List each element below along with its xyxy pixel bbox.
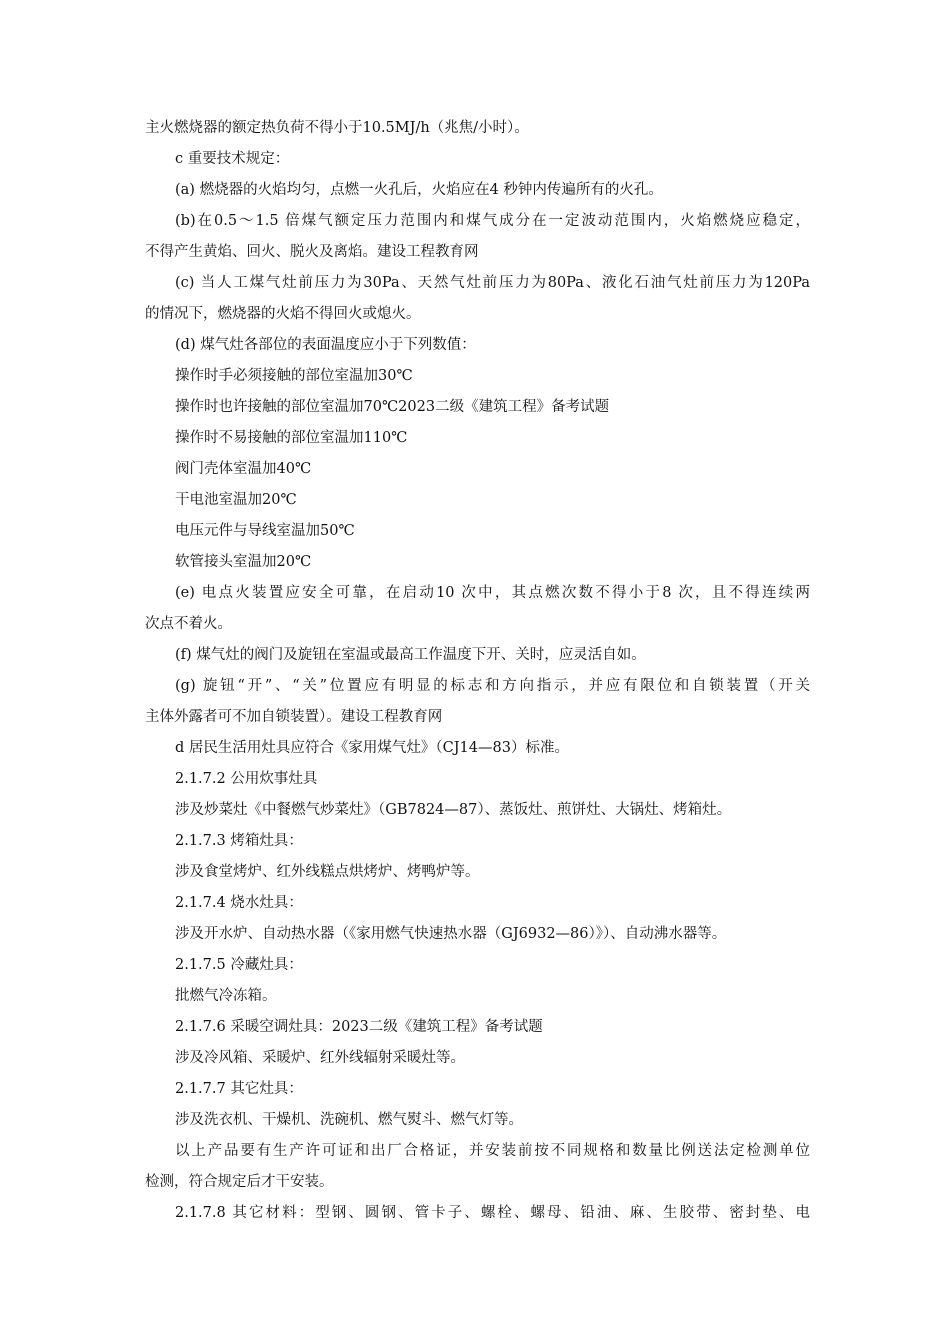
text-line: 操作时手必须接触的部位室温加30℃ — [175, 368, 413, 384]
text-line: (a) 燃烧器的火焰均匀，点燃一火孔后，火焰应在4 秒钟内传遍所有的火孔。 — [175, 182, 663, 198]
text-line: 2.1.7.8 其它材料：型钢、圆钢、管卡子、螺栓、螺母、铅油、麻、生胶带、密封垫、电 — [175, 1205, 810, 1221]
text-line: 的情况下，燃烧器的火焰不得回火或熄火。 — [145, 306, 421, 322]
text-line: 2.1.7.4 烧水灶具： — [175, 895, 303, 911]
text-line: 干电池室温加20℃ — [175, 492, 297, 508]
text-line: 检测，符合规定后才干安装。 — [145, 1174, 334, 1190]
text-line: 涉及冷风箱、采暖炉、红外线辐射采暖灶等。 — [175, 1050, 465, 1066]
text-line: 涉及开水炉、自动热水器（《家用燃气快速热水器（GJ6932—86）》）、自动沸水器等。 — [175, 926, 727, 942]
text-line: 涉及洗衣机、干燥机、洗碗机、燃气熨斗、燃气灯等。 — [175, 1112, 523, 1128]
text-line: 2.1.7.3 烤箱灶具： — [175, 833, 303, 849]
text-line: 批燃气冷冻箱。 — [175, 988, 277, 1004]
text-line: (c) 当人工煤气灶前压力为30Pa、天然气灶前压力为80Pa、液化石油气灶前压力为120Pa — [175, 275, 810, 291]
text-line: 主体外露者可不加自锁装置）。建设工程教育网 — [145, 709, 443, 725]
text-line: 2.1.7.5 冷藏灶具： — [175, 957, 303, 973]
text-line: (e) 电点火装置应安全可靠，在启动10 次中，其点燃次数不得小于8 次，且不得连续两 — [175, 585, 810, 601]
text-line: 不得产生黄焰、回火、脱火及离焰。建设工程教育网 — [145, 244, 479, 260]
text-line: 2.1.7.2 公用炊事灶具 — [175, 771, 318, 787]
text-line: 涉及炒菜灶《中餐燃气炒菜灶》（GB7824—87）、蒸饭灶、煎饼灶、大锅灶、烤箱灶。 — [175, 802, 732, 818]
text-line: 2.1.7.7 其它灶具： — [175, 1081, 303, 1097]
text-line: (f) 煤气灶的阀门及旋钮在室温或最高工作温度下开、关时，应灵活自如。 — [175, 647, 646, 663]
text-line: 软管接头室温加20℃ — [175, 554, 312, 570]
text-line: (d) 煤气灶各部位的表面温度应小于下列数值： — [175, 337, 476, 353]
text-line: 操作时也许接触的部位室温加70℃2023二级《建筑工程》备考试题 — [175, 399, 610, 415]
text-line: 操作时不易接触的部位室温加110℃ — [175, 430, 408, 446]
text-line: (g) 旋钮“开”、“关”位置应有明显的标志和方向指示，并应有限位和自锁装置（开关 — [175, 678, 810, 694]
text-line: 阀门壳体室温加40℃ — [175, 461, 312, 477]
text-line: 主火燃烧器的额定热负荷不得小于10.5MJ/h（兆焦/小时）。 — [145, 120, 529, 136]
text-line: 涉及食堂烤炉、红外线糕点烘烤炉、烤鸭炉等。 — [175, 864, 480, 880]
text-line: (b)在0.5～1.5 倍煤气额定压力范围内和煤气成分在一定波动范围内，火焰燃烧应稳定， — [175, 213, 810, 229]
text-line: 电压元件与导线室温加50℃ — [175, 523, 355, 539]
text-line: 次点不着火。 — [145, 616, 232, 632]
text-line: d 居民生活用灶具应符合《家用煤气灶》（CJ14—83）标准。 — [175, 740, 569, 756]
text-line: 2.1.7.6 采暖空调灶具：2023二级《建筑工程》备考试题 — [175, 1019, 543, 1035]
document-body — [145, 113, 810, 1229]
text-line: c 重要技术规定： — [175, 151, 290, 167]
text-line: 以上产品要有生产许可证和出厂合格证，并安装前按不同规格和数量比例送法定检测单位 — [175, 1143, 810, 1159]
